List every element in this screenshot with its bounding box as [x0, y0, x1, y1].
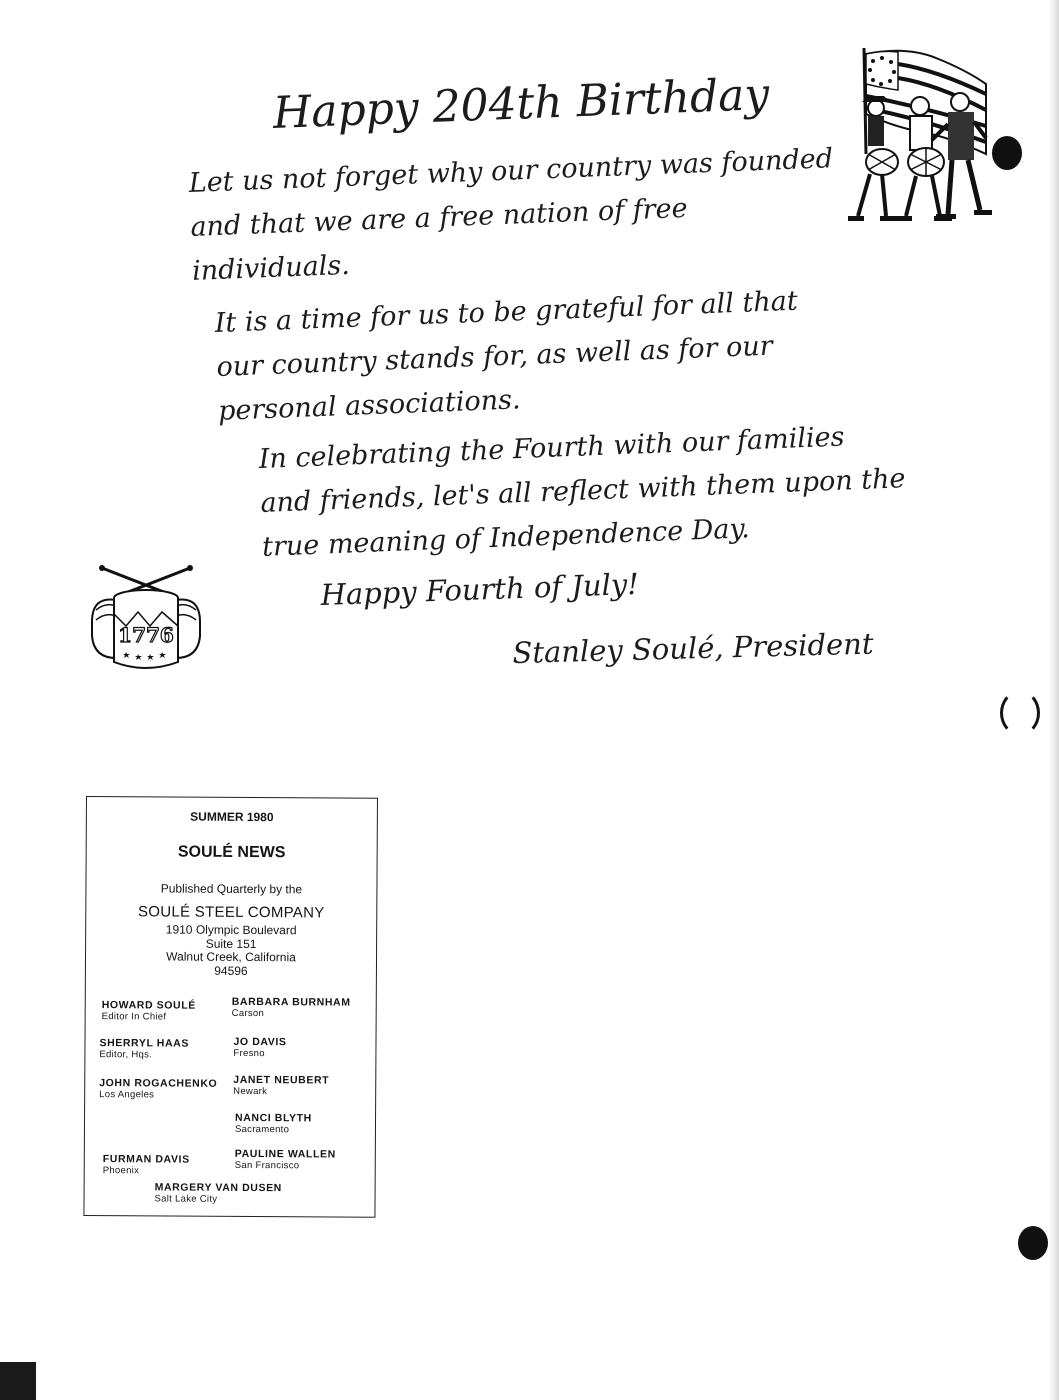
letter-title: Happy 204th Birthday: [272, 68, 771, 139]
staff-name: JO DAVIS: [233, 1035, 287, 1049]
staff-entry: [99, 1077, 217, 1102]
binder-hole: [1000, 690, 1040, 736]
masthead-issue: SUMMER 1980: [190, 809, 274, 825]
address-line: 1910 Olympic Boulevard: [165, 922, 297, 938]
staff-entry: [232, 996, 351, 1021]
letter-line: and friends, let's all reflect with them upon the: [259, 463, 906, 519]
letter-paragraph-2: [214, 280, 802, 434]
staff-role: Fresno: [233, 1047, 265, 1060]
letter-line: and that we are a free nation of free: [189, 192, 689, 243]
staff-role: Phoenix: [102, 1165, 140, 1177]
colonial-drummers-flag-illustration-icon: [836, 44, 996, 228]
scan-corner-shadow: [0, 1362, 36, 1400]
address-line: Suite 151: [205, 936, 257, 951]
newsletter-masthead: [83, 796, 378, 1218]
staff-entry: [103, 1153, 190, 1178]
drum-1776-emblem-icon: [86, 562, 206, 678]
staff-role: Editor, Hqs.: [99, 1049, 153, 1061]
staff-name: SHERRYL HAAS: [99, 1037, 189, 1050]
staff-role: San Francisco: [234, 1159, 300, 1172]
staff-entry: [235, 1112, 312, 1136]
staff-name: BARBARA BURNHAM: [231, 995, 351, 1009]
letter-closing: Happy Fourth of July!: [320, 566, 640, 612]
staff-role: Salt Lake City: [154, 1193, 218, 1205]
page-edge-shadow: [1049, 0, 1059, 1400]
staff-role: Newark: [233, 1085, 268, 1098]
binder-hole: [1018, 1226, 1048, 1260]
staff-name: HOWARD SOULÉ: [101, 999, 196, 1012]
letter-paragraph-3: [258, 413, 908, 570]
letter-line: our country stands for, as well as for our: [215, 330, 774, 383]
emblem-year: 1776: [118, 623, 174, 647]
staff-role: Carson: [231, 1007, 265, 1020]
masthead-name: SOULÉ NEWS: [177, 843, 286, 862]
letter-line: true meaning of Independence Day.: [261, 513, 751, 563]
staff-name: NANCI BLYTH: [234, 1111, 312, 1125]
staff-role: Editor In Chief: [101, 1011, 167, 1023]
masthead-published-by: Published Quarterly by the: [160, 881, 303, 897]
staff-name: JANET NEUBERT: [233, 1073, 330, 1087]
letter-signature: Stanley Soulé, President: [512, 626, 874, 670]
staff-role: Sacramento: [234, 1123, 290, 1136]
staff-name: MARGERY VAN DUSEN: [154, 1181, 282, 1195]
letter-line: It is a time for us to be grateful for all that: [214, 285, 799, 339]
staff-name: FURMAN DAVIS: [102, 1153, 190, 1166]
staff-entry: [102, 999, 196, 1024]
letter-line: individuals.: [191, 249, 351, 287]
letter-line: In celebrating the Fourth with our families: [258, 421, 845, 475]
staff-name: JOHN ROGACHENKO: [99, 1077, 218, 1090]
staff-entry: [233, 1074, 329, 1099]
letter-line: personal associations.: [217, 384, 522, 427]
staff-entry: [155, 1181, 282, 1206]
staff-entry: [233, 1036, 286, 1060]
staff-name: PAULINE WALLEN: [234, 1147, 336, 1161]
address-line: 94596: [214, 963, 248, 978]
staff-role: Los Angeles: [99, 1089, 155, 1101]
staff-entry: [235, 1148, 336, 1173]
binder-hole: [992, 136, 1022, 170]
staff-entry: [99, 1037, 189, 1062]
address-line: Walnut Creek, California: [166, 949, 296, 965]
letter-line: Let us not forget why our country was founded: [188, 143, 834, 199]
masthead-address: [86, 923, 376, 979]
masthead-company: SOULÉ STEEL COMPANY: [137, 903, 325, 922]
letter-paragraph-1: [188, 137, 837, 294]
